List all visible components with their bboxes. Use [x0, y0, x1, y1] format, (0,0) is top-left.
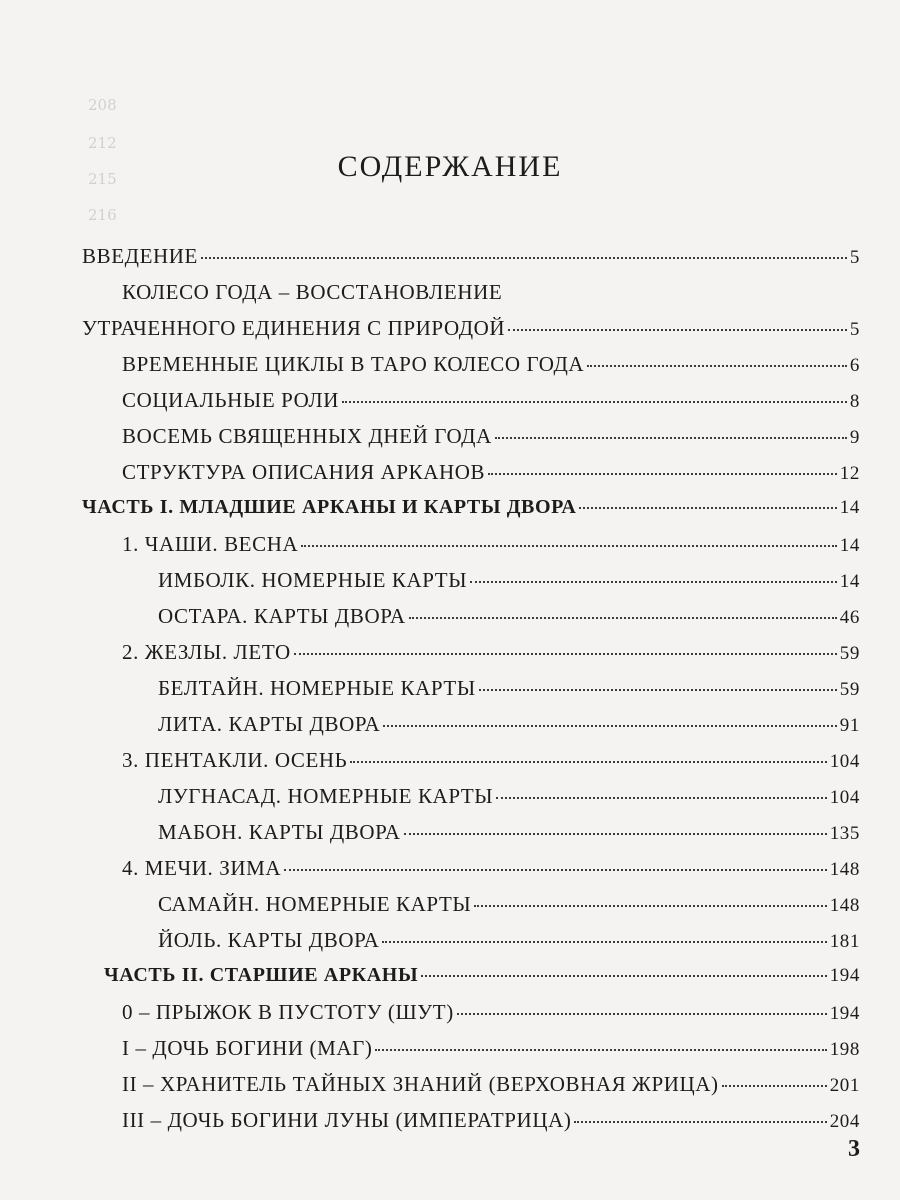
toc-entry-page: 91: [839, 715, 860, 736]
toc-entry: [158, 928, 860, 953]
toc-entry-page: 12: [839, 463, 860, 484]
toc-entry: [122, 460, 860, 485]
dot-leader: [587, 365, 847, 367]
toc-entry: [158, 676, 860, 701]
toc-entry-page: 46: [839, 607, 860, 628]
toc-entry-label: СОЦИАЛЬНЫЕ РОЛИ: [122, 388, 339, 412]
dot-leader: [479, 689, 837, 691]
dot-leader: [496, 797, 826, 799]
toc-entry: [158, 604, 860, 629]
toc-entry-label: МАБОН. КАРТЫ ДВОРА: [158, 820, 401, 844]
bleed-through-number: 216: [88, 206, 117, 224]
toc-entry-label: ЧАСТЬ II. СТАРШИЕ АРКАНЫ: [104, 964, 419, 986]
dot-leader: [350, 761, 826, 763]
dot-leader: [508, 329, 847, 331]
toc-entry: [122, 1036, 860, 1061]
toc-entry-page: 59: [839, 643, 860, 664]
toc-entry: [122, 388, 860, 413]
toc-entry-page: 5: [849, 319, 860, 340]
toc-entry: [122, 532, 860, 557]
toc-entry: [122, 1072, 860, 1097]
toc-entry: [158, 568, 860, 593]
page-title: СОДЕРЖАНИЕ: [337, 150, 563, 184]
toc-entry-label: БЕЛТАЙН. НОМЕРНЫЕ КАРТЫ: [158, 676, 476, 700]
toc-entry: [158, 784, 860, 809]
toc-entry-page: 204: [829, 1111, 860, 1132]
dot-leader: [574, 1121, 826, 1123]
toc-entry-label: ОСТАРА. КАРТЫ ДВОРА: [158, 604, 406, 628]
toc-entry-page: 198: [829, 1039, 860, 1060]
toc-entry-label: САМАЙН. НОМЕРНЫЕ КАРТЫ: [158, 892, 472, 916]
toc-entry: [122, 424, 860, 449]
toc-entry-label: 4. МЕЧИ. ЗИМА: [122, 856, 282, 880]
toc-entry-label: ЛИТА. КАРТЫ ДВОРА: [158, 712, 381, 736]
toc-entry-page: 104: [829, 787, 860, 808]
dot-leader: [722, 1085, 827, 1087]
toc-entry-page: 201: [829, 1075, 860, 1096]
toc-entry-page: 14: [839, 571, 860, 592]
toc-entry: [158, 820, 860, 845]
toc-entry-label: II – ХРАНИТЕЛЬ ТАЙНЫХ ЗНАНИЙ (ВЕРХОВНАЯ ЖРИЦА): [122, 1072, 719, 1096]
dot-leader: [294, 653, 837, 655]
toc-entry-label: 1. ЧАШИ. ВЕСНА: [122, 532, 299, 556]
toc-entry-page: 59: [839, 679, 860, 700]
toc-entry-page: 9: [849, 427, 860, 448]
toc-entry-page: 6: [849, 355, 860, 376]
toc-entry: [122, 856, 860, 881]
toc-entry-label: 3. ПЕНТАКЛИ. ОСЕНЬ: [122, 748, 348, 772]
toc-entry: [158, 892, 860, 917]
toc-entry: [122, 1108, 860, 1133]
dot-leader: [457, 1013, 827, 1015]
toc-entry-page: 104: [829, 751, 860, 772]
toc-entry: [122, 352, 860, 377]
toc-part-heading: [82, 496, 860, 519]
bleed-through-number: 208: [88, 96, 117, 114]
toc-entry-page: 14: [839, 497, 860, 518]
toc-entry-label: I – ДОЧЬ БОГИНИ (МАГ): [122, 1036, 373, 1060]
toc-entry-page: 5: [849, 247, 860, 268]
toc-entry-page: 148: [829, 895, 860, 916]
dot-leader: [495, 437, 847, 439]
bleed-through-number: 212: [88, 134, 117, 152]
toc-entry-page: 194: [829, 1003, 860, 1024]
toc-entry-label: ЛУГНАСАД. НОМЕРНЫЕ КАРТЫ: [158, 784, 494, 808]
dot-leader: [579, 507, 836, 509]
toc-entry: [122, 1000, 860, 1025]
toc-entry: [122, 748, 860, 773]
toc-entry-label: 2. ЖЕЗЛЫ. ЛЕТО: [122, 640, 291, 664]
dot-leader: [284, 869, 827, 871]
toc-entry-page: 14: [839, 535, 860, 556]
dot-leader: [301, 545, 837, 547]
toc-entry-label-line: КОЛЕСО ГОДА – ВОССТАНОВЛЕНИЕ: [122, 280, 503, 304]
toc-entry-label: УТРАЧЕННОГО ЕДИНЕНИЯ С ПРИРОДОЙ: [82, 316, 506, 340]
toc-entry: [82, 244, 860, 269]
dot-leader: [383, 725, 837, 727]
toc-entry-page: 135: [829, 823, 860, 844]
toc-entry-page: 181: [829, 931, 860, 952]
toc-entry-label: 0 – ПРЫЖОК В ПУСТОТУ (ШУТ): [122, 1000, 454, 1024]
toc-entry-label: ИМБОЛК. НОМЕРНЫЕ КАРТЫ: [158, 568, 468, 592]
page-number: 3: [848, 1136, 860, 1162]
toc-entry-page: 8: [849, 391, 860, 412]
dot-leader: [382, 941, 826, 943]
toc-entry-label: III – ДОЧЬ БОГИНИ ЛУНЫ (ИМПЕРАТРИЦА): [122, 1108, 572, 1132]
dot-leader: [421, 975, 826, 977]
dot-leader: [342, 401, 847, 403]
toc-entry: [122, 640, 860, 665]
dot-leader: [488, 473, 837, 475]
dot-leader: [404, 833, 827, 835]
toc-entry-page: 148: [829, 859, 860, 880]
toc-entry-label: ЙОЛЬ. КАРТЫ ДВОРА: [158, 928, 380, 952]
toc-entry-label: ВРЕМЕННЫЕ ЦИКЛЫ В ТАРО КОЛЕСО ГОДА: [122, 352, 585, 376]
dot-leader: [470, 581, 837, 583]
dot-leader: [201, 257, 847, 259]
toc-entry-label: ЧАСТЬ I. МЛАДШИЕ АРКАНЫ И КАРТЫ ДВОРА: [82, 496, 577, 518]
dot-leader: [375, 1049, 826, 1051]
toc-entry-label: СТРУКТУРА ОПИСАНИЯ АРКАНОВ: [122, 460, 486, 484]
bleed-through-number: 215: [88, 170, 117, 188]
toc-entry: [158, 712, 860, 737]
toc-part-heading: [104, 964, 860, 987]
dot-leader: [409, 617, 837, 619]
toc-entry: [82, 316, 860, 341]
dot-leader: [474, 905, 826, 907]
toc-entry-label: ВОСЕМЬ СВЯЩЕННЫХ ДНЕЙ ГОДА: [122, 424, 492, 448]
toc-entry-page: 194: [829, 965, 860, 986]
toc-entry-label: ВВЕДЕНИЕ: [82, 244, 198, 268]
